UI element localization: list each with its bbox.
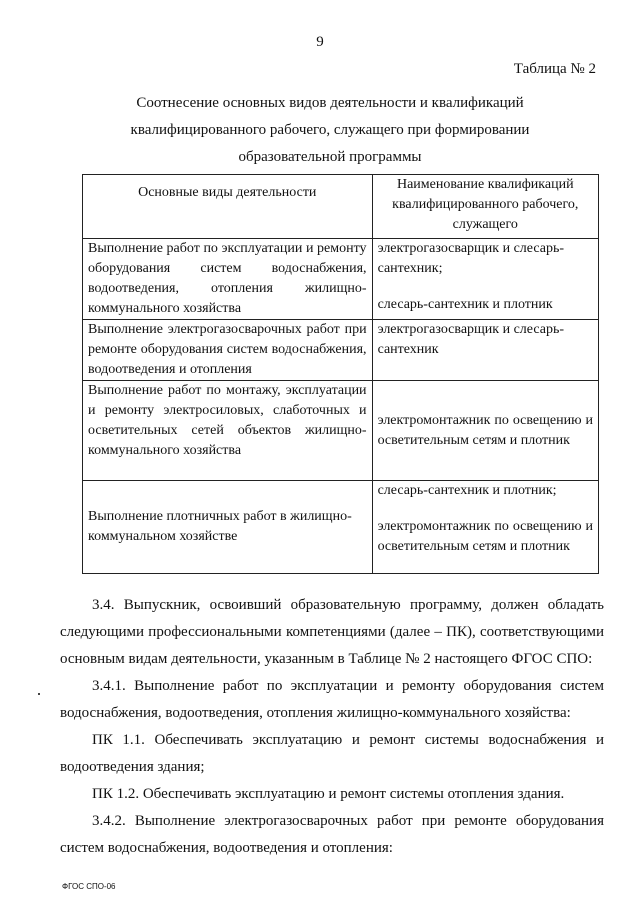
activity-cell: Выполнение плотничных работ в жилищно-коммунальном хозяйстве <box>83 481 373 574</box>
table-row <box>83 239 599 320</box>
body-text <box>60 592 604 862</box>
qualification-text: электромонтажник по освещению и осветительным сетям и плотник <box>377 519 593 554</box>
header-activities: Основные виды деятельности <box>83 175 373 239</box>
scan-speck <box>38 693 40 695</box>
paragraph: 3.4.2. Выполнение электрогазосварочных работ при ремонте оборудования систем водоснабжения, водоотведения и отопления: <box>60 813 604 856</box>
caption-line-2: квалифицированного рабочего, служащего при формировании <box>130 122 530 138</box>
caption-line-3: образовательной программы <box>238 149 422 165</box>
paragraph: 3.4. Выпускник, освоивший образовательную программу, должен обладать следующими профессиональными компетенциями (далее – ПК), соответствующими основным видам деятельности, указанным в Таблице № 2 настоящего ФГОС СПО: <box>60 597 604 667</box>
paragraph: 3.4.1. Выполнение работ по эксплуатации и ремонту оборудования систем водоснабжения, водоотведения, отопления жилищно-коммунального хозяйства: <box>60 678 604 721</box>
footer-code: ФГОС СПО-06 <box>62 882 116 891</box>
qualification-cell <box>372 239 598 320</box>
qualification-cell <box>372 381 598 481</box>
qualification-cell <box>372 481 598 574</box>
table-label: Таблица № 2 <box>513 61 596 77</box>
activity-cell: Выполнение работ по эксплуатации и ремонту оборудования систем водоснабжения, водоотведения, отопления жилищно-коммунального хозяйства <box>83 239 373 320</box>
activity-cell: Выполнение электрогазосварочных работ при ремонте оборудования систем водоснабжения, водоотведения и отопления <box>83 320 373 381</box>
caption-line-1: Соотнесение основных видов деятельности и квалификаций <box>136 95 524 111</box>
qualification-text: слесарь-сантехник и плотник; <box>377 483 557 498</box>
qualification-text: электрогазосварщик и слесарь-сантехник; <box>377 241 565 276</box>
table-row <box>83 320 599 381</box>
qualifications-table <box>82 174 599 574</box>
qualification-text: электрогазосварщик и слесарь-сантехник <box>377 322 565 357</box>
paragraph: ПК 1.2. Обеспечивать эксплуатацию и ремонт системы отопления здания. <box>92 786 565 802</box>
table-row <box>83 381 599 481</box>
table-row <box>83 481 599 574</box>
qualification-text: электромонтажник по освещению и осветительным сетям и плотник <box>377 412 593 448</box>
header-qualifications: Наименование квалификаций квалифицированного рабочего, служащего <box>372 175 598 239</box>
qualification-text: слесарь-сантехник и плотник <box>377 297 553 312</box>
table-header-row <box>83 175 599 239</box>
paragraph: ПК 1.1. Обеспечивать эксплуатацию и ремонт системы водоснабжения и водоотведения здания; <box>60 732 604 775</box>
table-caption <box>70 90 590 171</box>
page-number: 9 <box>316 34 324 50</box>
activity-cell: Выполнение работ по монтажу, эксплуатации и ремонту электросиловых, слаботочных и осветительных сетей объектов жилищно-коммунального хозяйства <box>83 381 373 481</box>
qualification-cell <box>372 320 598 381</box>
